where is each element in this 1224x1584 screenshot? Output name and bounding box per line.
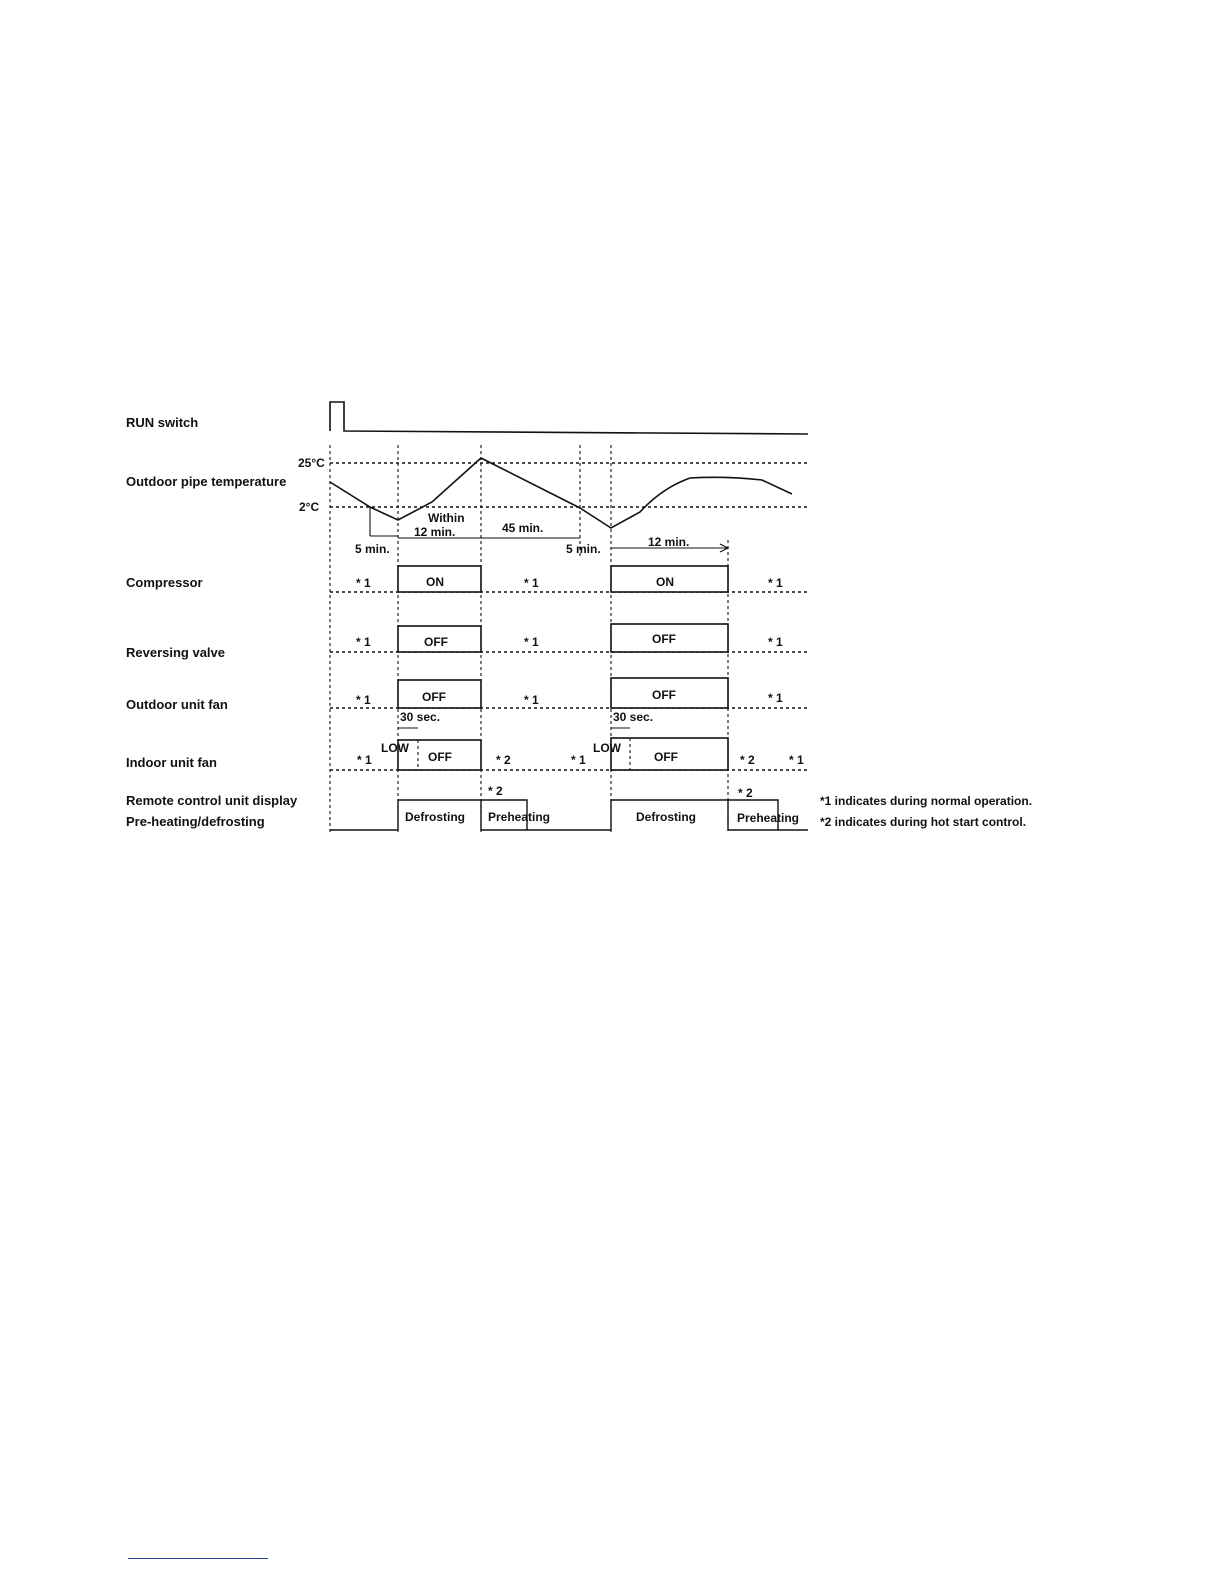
label-reversing-valve: Reversing valve (126, 645, 226, 660)
label-preheating-defrosting: Pre-heating/defrosting (126, 814, 265, 829)
outdoor-fan-off-2: OFF (652, 688, 676, 702)
reversing-valve-off-2: OFF (652, 632, 676, 646)
label-30sec-a: 30 sec. (400, 710, 441, 724)
display-preheating-2: Preheating (737, 811, 800, 825)
indoor-fan-off-1: OFF (428, 750, 452, 764)
label-indoor-unit-fan: Indoor unit fan (126, 755, 217, 770)
label-remote-display: Remote control unit display (126, 793, 298, 808)
reversing-valve-mark-1: * 1 (356, 635, 371, 649)
temp-25c-label: 25°C (298, 456, 325, 470)
reversing-valve-mark-3: * 1 (768, 635, 783, 649)
display-defrosting-1: Defrosting (405, 810, 465, 824)
indoor-fan-mark-3: * 1 (571, 753, 586, 767)
label-12min-b: 12 min. (648, 535, 690, 549)
outdoor-fan-mark-2: * 1 (524, 693, 539, 707)
outdoor-fan-off-1: OFF (422, 690, 446, 704)
footer-rule (128, 1558, 268, 1559)
label-12min-a: 12 min. (414, 525, 456, 539)
outdoor-fan-mark-3: * 1 (768, 691, 783, 705)
outdoor-fan-mark-1: * 1 (356, 693, 371, 707)
label-30sec-b: 30 sec. (613, 710, 654, 724)
display-mark-1: * 2 (488, 784, 503, 798)
label-outdoor-unit-fan: Outdoor unit fan (126, 697, 228, 712)
indoor-fan-low-2: LOW (593, 741, 621, 755)
indoor-fan-mark-1: * 1 (357, 753, 372, 767)
outdoor-pipe-temperature-curve (330, 458, 792, 528)
label-5min-b: 5 min. (566, 542, 601, 556)
indoor-fan-mark-2: * 2 (496, 753, 511, 767)
indoor-fan-low-1: LOW (381, 741, 409, 755)
compressor-mark-3: * 1 (768, 576, 783, 590)
label-outdoor-pipe-temperature: Outdoor pipe temperature (126, 474, 287, 489)
display-mark-2: * 2 (738, 786, 753, 800)
label-45min: 45 min. (502, 521, 544, 535)
label-within: Within (428, 511, 465, 525)
reversing-valve-off-1: OFF (424, 635, 448, 649)
label-run-switch: RUN switch (126, 415, 199, 430)
indoor-fan-off-2: OFF (654, 750, 678, 764)
temp-2c-label: 2°C (299, 500, 320, 514)
compressor-on-1: ON (426, 575, 444, 589)
indoor-fan-mark-5: * 1 (789, 753, 804, 767)
run-switch-signal (330, 402, 808, 434)
compressor-mark-2: * 1 (524, 576, 539, 590)
compressor-mark-1: * 1 (356, 576, 371, 590)
footnote-2: *2 indicates during hot start control. (820, 815, 1027, 829)
reversing-valve-mark-2: * 1 (524, 635, 539, 649)
label-5min-a: 5 min. (355, 542, 390, 556)
compressor-on-2: ON (656, 575, 674, 589)
indoor-fan-mark-4: * 2 (740, 753, 755, 767)
display-defrosting-2: Defrosting (636, 810, 696, 824)
label-compressor: Compressor (126, 575, 203, 590)
display-preheating-1: Preheating (488, 810, 551, 824)
footnote-1: *1 indicates during normal operation. (820, 794, 1033, 808)
